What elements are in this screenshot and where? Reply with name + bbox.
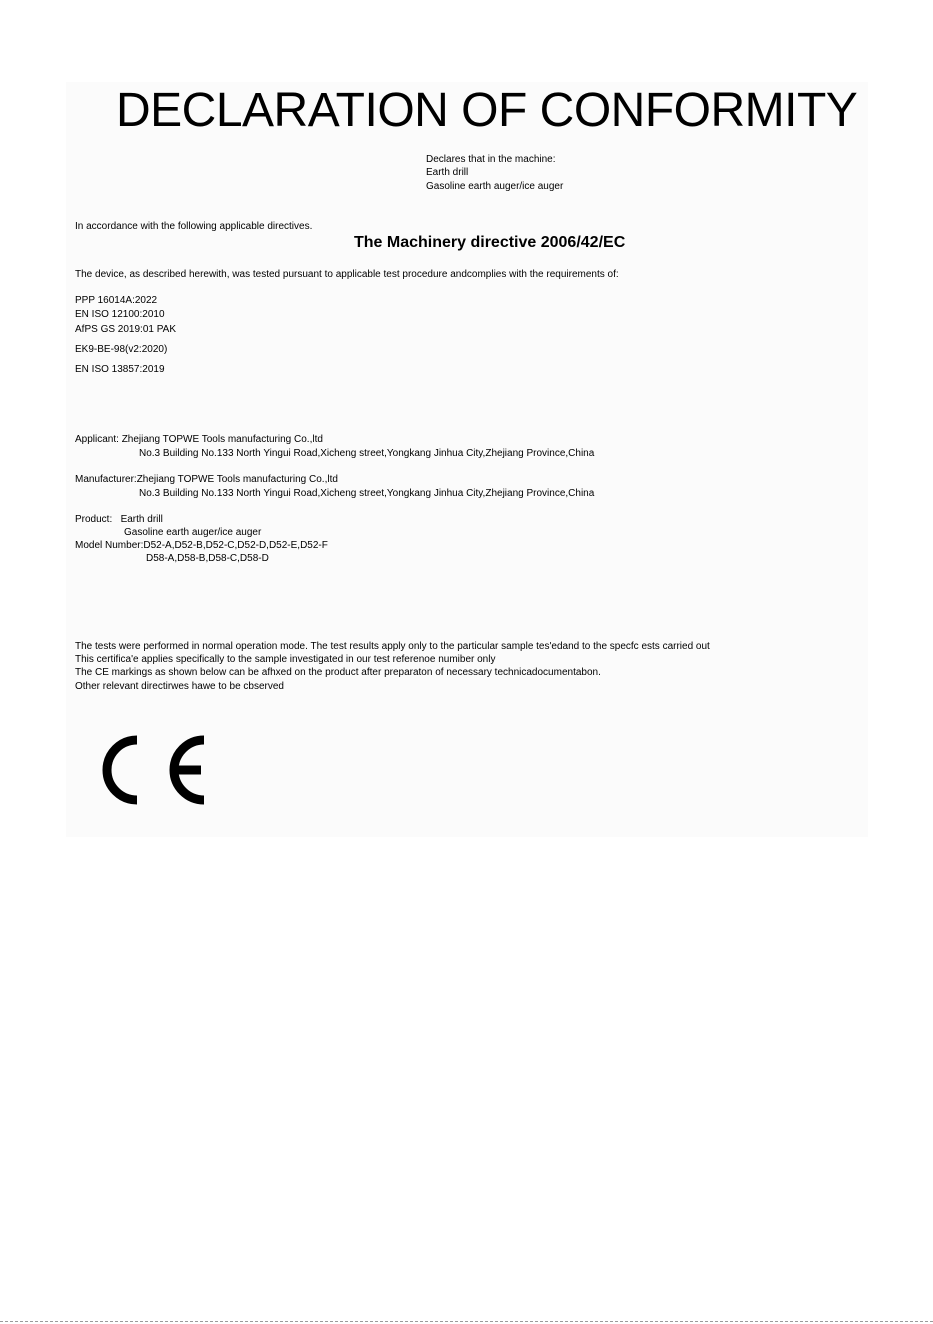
- model-number-line-2: D58-A,D58-B,D58-C,D58-D: [146, 553, 269, 564]
- applicant-line-1: Applicant: Zhejiang TOPWE Tools manufacturing Co.,ltd: [75, 434, 323, 445]
- model-number-line-1: Model Number:D52-A,D52-B,D52-C,D52-D,D52-E,D52-F: [75, 540, 328, 551]
- machine-line-2: Gasoline earth auger/ice auger: [426, 181, 564, 192]
- page-title: DECLARATION OF CONFORMITY: [116, 84, 858, 137]
- standard-item: EN ISO 12100:2010: [75, 309, 165, 320]
- standard-item: EN ISO 13857:2019: [75, 364, 165, 375]
- machine-line-1: Earth drill: [426, 167, 469, 178]
- ce-mark-icon: [93, 734, 211, 806]
- note-item: The tests were performed in normal operation mode. The test results apply only to the particular sample tes'edand to the specfc ests carried out: [75, 641, 710, 652]
- tested-statement: The device, as described herewith, was tested pursuant to applicable test procedure andcomplies with the requirements of:: [75, 269, 619, 280]
- note-item: This certifica'e applies specifically to the sample investigated in our test referenoe numiber only: [75, 654, 496, 665]
- standard-item: PPP 16014A:2022: [75, 295, 158, 306]
- bottom-dashed-rule: [0, 1321, 933, 1322]
- standard-item: EK9-BE-98(v2:2020): [75, 344, 168, 355]
- note-item: Other relevant directirwes hawe to be cbserved: [75, 681, 284, 692]
- product-line-1: Product: Earth drill: [75, 514, 163, 525]
- applicant-address: No.3 Building No.133 North Yingui Road,Xicheng street,Yongkang Jinhua City,Zhejiang Province,China: [139, 448, 595, 459]
- directives-intro: In accordance with the following applicable directives.: [75, 221, 313, 232]
- note-item: The CE markings as shown below can be afhxed on the product after preparaton of necessary technicadocumentabon.: [75, 667, 601, 678]
- manufacturer-line-1: Manufacturer:Zhejiang TOPWE Tools manufacturing Co.,ltd: [75, 474, 338, 485]
- directive-heading: The Machinery directive 2006/42/EC: [354, 234, 626, 251]
- product-line-2: Gasoline earth auger/ice auger: [124, 527, 262, 538]
- manufacturer-address: No.3 Building No.133 North Yingui Road,Xicheng street,Yongkang Jinhua City,Zhejiang Province,China: [139, 488, 595, 499]
- standard-item: AfPS GS 2019:01 PAK: [75, 324, 176, 335]
- machine-intro: Declares that in the machine:: [426, 154, 556, 165]
